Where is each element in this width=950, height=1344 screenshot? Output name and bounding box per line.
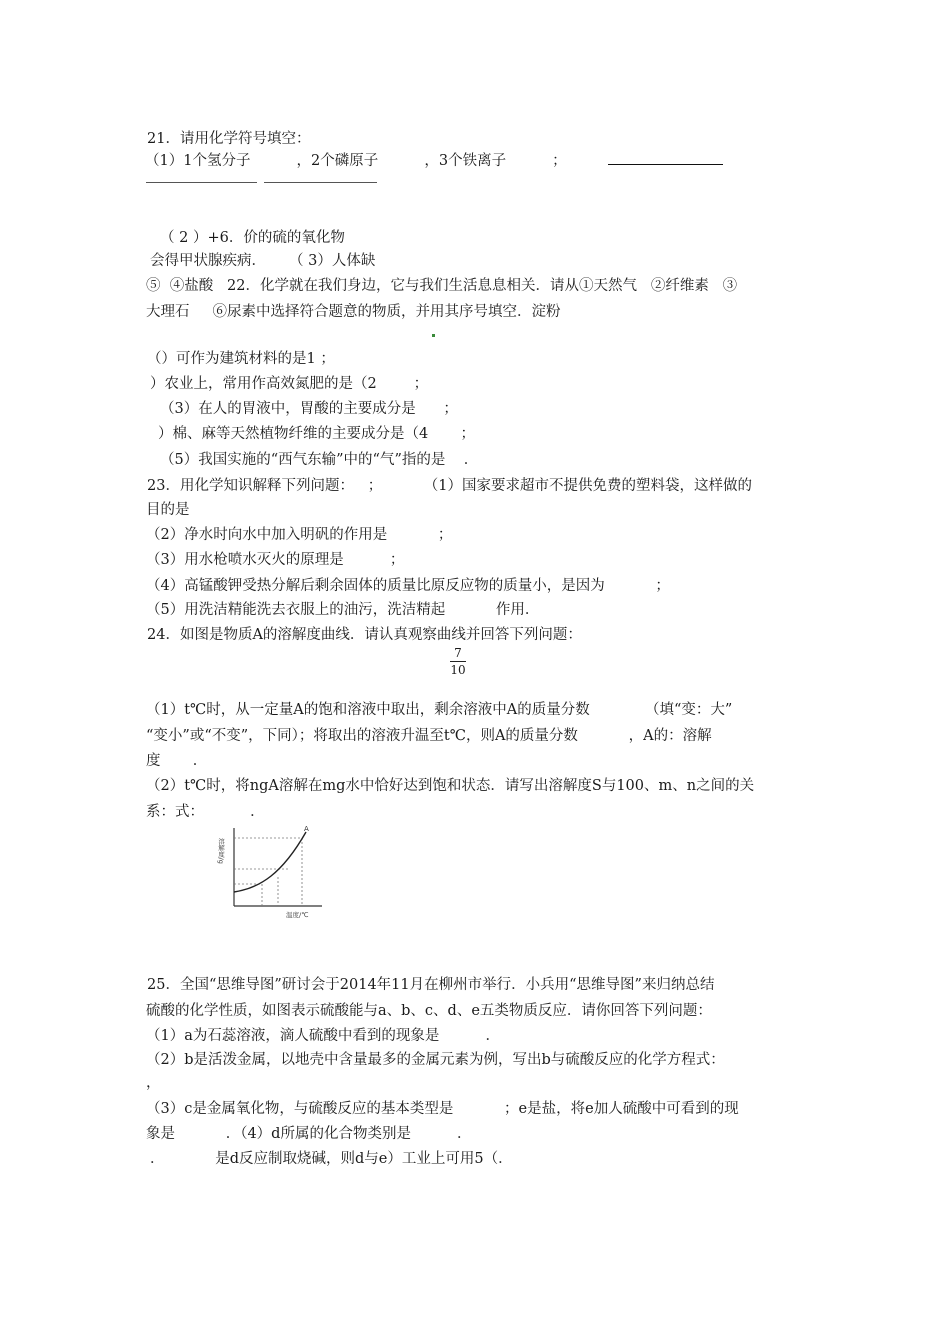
text-line: 会得甲状腺疾病． （ 3）人体缺 (150, 253, 376, 269)
text-line: 目的是 (146, 502, 190, 518)
text-line: （1）1个氢分子 ，2个磷原子 ，3个铁离子 ； (145, 153, 567, 169)
text-line: 度 ． (146, 753, 208, 769)
text-line: （5）用洗洁精能洗去衣服上的油污，洗洁精起 作用． (146, 602, 540, 618)
text-line: ⑤ ④盐酸 22．化学就在我们身边，它与我们生活息息相关．请从①天然气 ②纤维素 ③ (146, 278, 738, 294)
text-line: （5）我国实施的“西气东输”中的“气”指的是 ． (160, 452, 479, 468)
stray-mark (432, 334, 435, 337)
x-axis-label: 温度/℃ (286, 911, 309, 919)
text-line: （3）c是金属氧化物，与硫酸反应的基本类型是 ；e是盐，将e加人硫酸中可看到的现 (146, 1101, 739, 1117)
text-line: （ 2 ）+6．价的硫的氧化物 (160, 230, 345, 246)
answer-blank-line (146, 182, 257, 183)
text-line: “变小”或“不变”，下同）；将取出的溶液升温至t℃，则A的质量分数 ，A的：溶解 (146, 728, 712, 744)
text-line: 系：式： ． (146, 804, 265, 820)
text-line: （2）b是活泼金属，以地壳中含量最多的金属元素为例，写出b与硫酸反应的化学方程式： (146, 1052, 725, 1068)
fraction-numerator: 7 (454, 646, 462, 660)
text-line: 24．如图是物质A的溶解度曲线．请认真观察曲线并回答下列问题： (147, 627, 582, 643)
text-line: ）农业上，常用作高效氮肥的是（2 ； (150, 376, 429, 392)
text-line: （3）在人的胃液中，胃酸的主要成分是 ； (160, 401, 458, 417)
text-line: ， (146, 1075, 161, 1091)
text-line: （）可作为建筑材料的是1 ； (147, 351, 335, 367)
text-line: 25．全国“思维导图”研讨会于2014年11月在柳州市举行．小兵用“思维导图”来归纳总结 (147, 977, 715, 993)
solubility-curve-a (234, 832, 306, 892)
curve-label: A (304, 825, 309, 833)
fraction-bar (450, 661, 466, 662)
fraction-denominator: 10 (450, 663, 466, 677)
text-line: （3）用水枪喷水灭火的原理是 ； (146, 552, 405, 568)
text-line: 23．用化学知识解释下列问题： ； （1）国家要求超市不提供免费的塑料袋，这样做的 (147, 478, 752, 494)
text-line: （1）t℃时，从一定量A的饱和溶液中取出，剩余溶液中A的质量分数 （填“变：大” (146, 702, 733, 718)
text-line: （4）高锰酸钾受热分解后剩余固体的质量比原反应物的质量小，是因为 ； (146, 578, 670, 594)
answer-blank-line (264, 182, 377, 183)
text-line: 21．请用化学符号填空： (147, 131, 311, 147)
text-line: ）棉、麻等天然植物纤维的主要成分是（4 ； (158, 426, 475, 442)
solubility-curve-figure (217, 822, 330, 922)
answer-blank-line (608, 164, 723, 165)
text-line: （2）t℃时，将ngA溶解在mg水中恰好达到饱和状态．请写出溶解度S与100、m、n之间的关 (146, 778, 755, 794)
text-line: 硫酸的化学性质，如图表示硫酸能与a、b、c、d、e五类物质反应．请你回答下列问题： (146, 1003, 712, 1019)
text-line: 象是 ．（4）d所属的化合物类别是 ． (146, 1126, 472, 1142)
text-line: （1）a为石蕊溶液，滴人硫酸中看到的现象是 ． (146, 1028, 500, 1044)
text-line: ． 是d反应制取烧碱，则d与e）工业上可用5（． (150, 1151, 513, 1167)
text-line: （2）净水时向水中加入明矾的作用是 ； (146, 527, 453, 543)
y-axis-label: 溶解度/g (217, 838, 225, 864)
text-line: 大理石 ⑥尿素中选择符合题意的物质，并用其序号填空．淀粉 (146, 304, 561, 320)
fraction (450, 646, 466, 677)
